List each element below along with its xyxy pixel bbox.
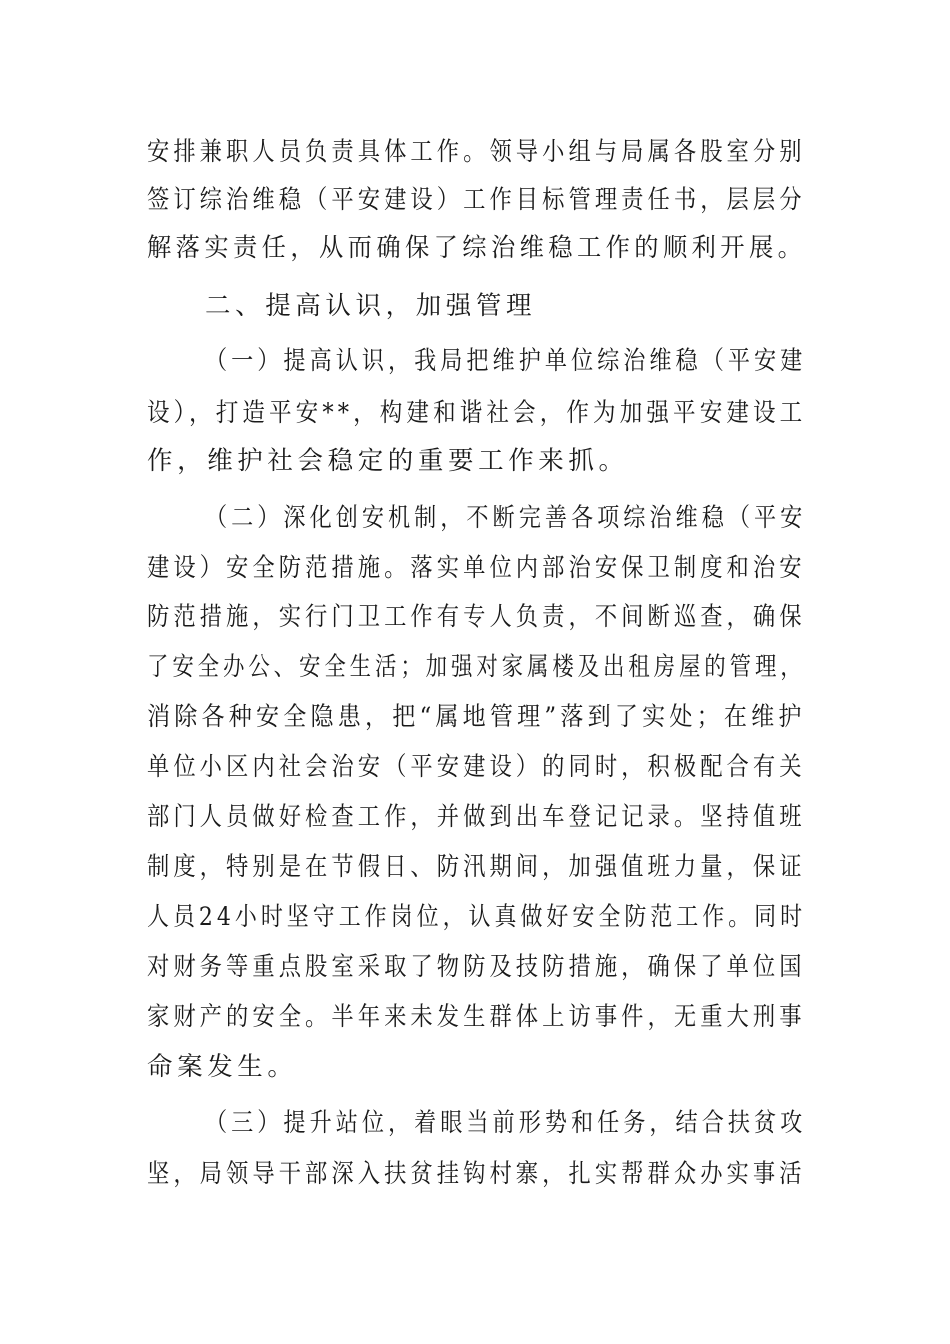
text-line: 制度，特别是在节假日、防汛期间，加强值班力量，保证 bbox=[147, 852, 806, 882]
text-line: 人员24小时坚守工作岗位，认真做好安全防范工作。同时 bbox=[147, 902, 807, 932]
text-line: 命案发生。 bbox=[147, 1052, 298, 1082]
text-line: 了安全办公、安全生活；加强对家属楼及出租房屋的管理， bbox=[147, 652, 806, 682]
text-line: 部门人员做好检查工作，并做到出车登记记录。坚持值班 bbox=[147, 802, 806, 832]
section-heading: 二、提高认识，加强管理 bbox=[205, 291, 537, 321]
text-line: 设），打造平安**，构建和谐社会，作为加强平安建设工 bbox=[147, 398, 807, 428]
text-line: 家财产的安全。半年来未发生群体上访事件，无重大刑事 bbox=[147, 1002, 806, 1032]
text-line: 建设）安全防范措施。落实单位内部治安保卫制度和治安 bbox=[147, 553, 806, 583]
text-line: 签订综治维稳（平安建设）工作目标管理责任书，层层分 bbox=[147, 185, 806, 215]
text-line: 安排兼职人员负责具体工作。领导小组与局属各股室分别 bbox=[147, 137, 806, 167]
text-line: 对财务等重点股室采取了物防及技防措施，确保了单位国 bbox=[147, 952, 806, 982]
paragraph-first-line: （一）提高认识，我局把维护单位综治维稳（平安建 bbox=[205, 346, 807, 376]
text-line: 防范措施，实行门卫工作有专人负责，不间断巡查，确保 bbox=[147, 602, 806, 632]
paragraph-first-line: （三）提升站位，着眼当前形势和任务，结合扶贫攻 bbox=[205, 1108, 807, 1138]
paragraph-first-line: （二）深化创安机制，不断完善各项综治维稳（平安 bbox=[205, 503, 807, 533]
text-line: 单位小区内社会治安（平安建设）的同时，积极配合有关 bbox=[147, 752, 806, 782]
text-line: 作，维护社会稳定的重要工作来抓。 bbox=[147, 446, 629, 476]
text-line: 坚，局领导干部深入扶贫挂钩村寨，扎实帮群众办实事活 bbox=[147, 1159, 806, 1189]
text-line: 解落实责任，从而确保了综治维稳工作的顺利开展。 bbox=[147, 233, 807, 263]
text-line: 消除各种安全隐患，把“属地管理”落到了实处；在维护 bbox=[147, 702, 806, 732]
